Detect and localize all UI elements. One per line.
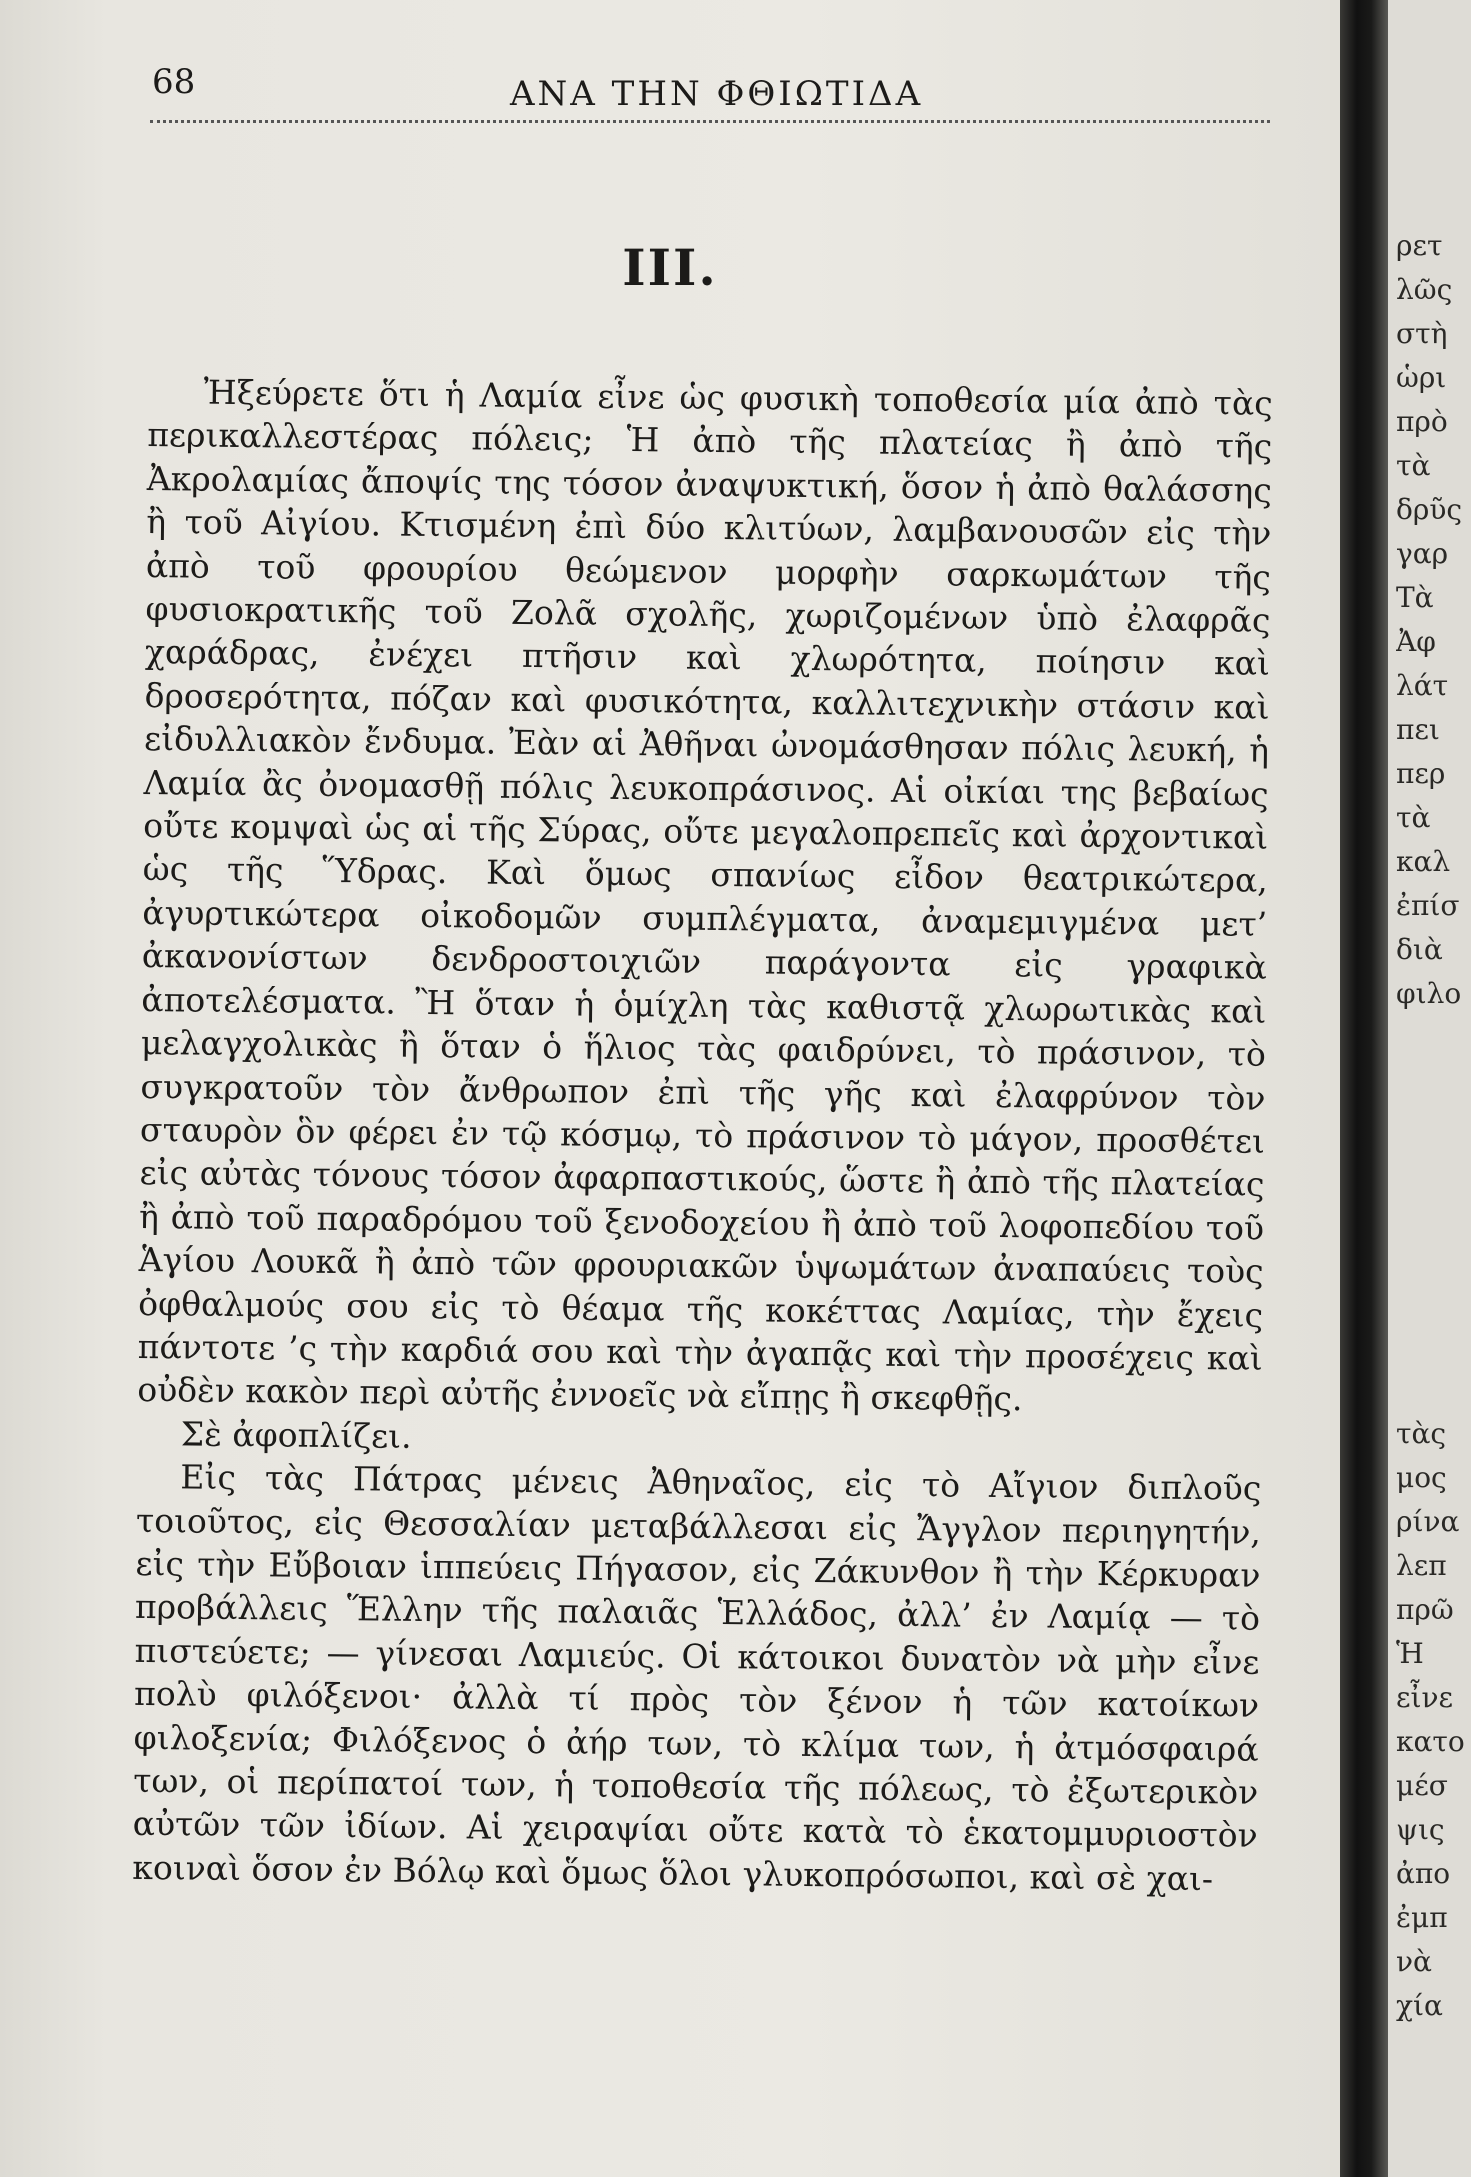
chapter-heading: III. — [622, 238, 718, 297]
page-header — [150, 62, 1270, 122]
facing-page-line — [1396, 1060, 1471, 1104]
facing-page-line: καλ — [1396, 845, 1451, 878]
facing-page-line: λεπ — [1396, 1549, 1447, 1582]
facing-page-line — [1396, 1324, 1471, 1368]
facing-page-line: Τὰ — [1396, 581, 1434, 614]
running-title: ΑΝΑ ΤΗΝ ΦΘΙΩΤΙΔΑ — [510, 74, 924, 114]
facing-page-edge — [1388, 0, 1471, 2177]
paragraph: Εἰς τὰς Πάτρας μένεις Ἀθηναῖος, εἰς τὸ Αἴγιον διπλοῦς τοιοῦτος, εἰς Θεσσαλίαν μεταβάλλεσαι εἰς Ἄγγλον περιηγητήν, εἰς τὴν Εὔβοιαν ἱππεύεις Πήγασον, εἰς Ζάκυνθον ἢ τὴν Κέρκυραν προβάλλεις Ἕλλην τῆς παλαιᾶς Ἑλλάδος, ἀλλ’ ἐν Λαμίᾳ — τὸ πιστεύετε; — γίνεσαι Λαμιεύς. Οἱ κάτοικοι δυνατὸν νὰ μὴν εἶνε πολὺ φιλόξενοι· ἀλλὰ τί πρὸς τὸν ξένον ἡ τῶν κατοίκων φιλοξενία; Φιλόξενος ὁ ἀήρ των, τὸ κλίμα των, ἡ ἀτμόσφαιρά των, οἱ περίπατοί των, ἡ τοποθεσία τῆς πόλεως, τὸ ἐξωτερικὸν αὐτῶν τῶν ἰδίων. Αἱ χειραψίαι οὔτε κατὰ τὸ ἑκατομμυριοστὸν κοιναὶ ὅσον ἐν Βόλῳ καὶ ὅμως ὅλοι γλυκοπρόσωποι, καὶ σὲ χαι- — [132, 1457, 1262, 1899]
facing-page-line: ὡρι — [1396, 361, 1447, 394]
body-text — [132, 370, 1273, 1901]
facing-page-line: στὴ — [1396, 317, 1448, 350]
facing-page-line: Ἀφ — [1396, 625, 1436, 658]
facing-page-line: μος — [1396, 1461, 1447, 1494]
facing-page-line: διὰ — [1396, 933, 1443, 966]
facing-page-line: τὰς — [1396, 1417, 1447, 1450]
facing-page-line: πρῶ — [1396, 1593, 1454, 1626]
facing-page-line: περ — [1396, 757, 1446, 790]
facing-page-line — [1396, 1016, 1471, 1060]
paragraph: Ἠξεύρετε ὅτι ἡ Λαμία εἶνε ὡς φυσικὴ τοποθεσία μία ἀπὸ τὰς περικαλλεστέρας πόλεις; Ἡ ἀπὸ τῆς πλατείας ἢ ἀπὸ τῆς Ἀκρολαμίας ἄποψίς της τόσον ἀναψυκτική, ὅσον ἡ ἀπὸ θαλάσσης ἢ τοῦ Αἰγίου. Κτισμένη ἐπὶ δύο κλιτύων, λαμβανουσῶν εἰς τὴν ἀπὸ τοῦ φρουρίου θεώμενον μορφὴν σαρκωμάτων τῆς φυσιοκρατικῆς τοῦ Ζολᾶ σχολῆς, χωριζομένων ὑπὸ ἐλαφρᾶς χαράδρας, ἐνέχει πτῆσιν καὶ χλωρότητα, ποίησιν καὶ δροσερότητα, πόζαν καὶ φυσικότητα, καλλιτεχνικὴν στάσιν καὶ εἰδυλλιακὸν ἔνδυμα. Ἐὰν αἱ Ἀθῆναι ὠνομάσθησαν πόλις λευκή, ἡ Λαμία ἂς ὀνομασθῇ πόλις λευκοπράσινος. Αἱ οἰκίαι της βεβαίως οὔτε κομψαὶ ὡς αἱ τῆς Σύρας, οὔτε μεγαλοπρεπεῖς καὶ ἀρχοντικαὶ ὡς τῆς Ὕδρας. Καὶ ὅμως σπανίως εἶδον θεατρικώτερα, ἀγυρτικώτερα οἰκοδομῶν συμπλέγματα, ἀναμεμιγμένα μετ’ ἀκανονίστων δενδροστοιχιῶν παράγοντα εἰς γραφικὰ ἀποτελέσματα. Ἢ ὅταν ἡ ὁμίχλη τὰς καθιστᾷ χλωρωτικὰς καὶ μελαγχολικὰς ἢ ὅταν ὁ ἥλιος τὰς φαιδρύνει, τὸ πράσινον, τὸ συγκρατοῦν τὸν ἄνθρωπον ἐπὶ τῆς γῆς καὶ ἐλαφρύνον τὸν σταυρὸν ὃν φέρει ἐν τῷ κόσμῳ, τὸ πράσινον τὸ μάγον, προσθέτει εἰς αὐτὰς τόνους τόσον ἀφαρπαστικούς, ὥστε ἢ ἀπὸ τῆς πλατείας ἢ ἀπὸ τοῦ παραδρόμου τοῦ ξενοδοχείου ἢ ἀπὸ τοῦ λοφοπεδίου τοῦ Ἁγίου Λουκᾶ ἢ ἀπὸ τῶν φρουριακῶν ὑψωμάτων ἀναπαύεις τοὺς ὀφθαλμούς σου εἰς τὸ θέαμα τῆς κοκέττας Λαμίας, τὴν ἔχεις πάντοτε ’ς τὴν καρδιά σου καὶ τὴν ἀγαπᾷς καὶ τὴν προσέχεις καὶ οὐδὲν κακὸν περὶ αὐτῆς ἐννοεῖς νὰ εἴπῃς ἢ σκεφθῇς. — [137, 372, 1273, 1419]
facing-page-line: γαρ — [1396, 537, 1449, 570]
facing-page-line — [1396, 1104, 1471, 1148]
facing-page-line: φιλο — [1396, 977, 1462, 1010]
facing-page-line: νὰ — [1396, 1945, 1432, 1978]
paragraph: Σὲ ἀφοπλίζει. — [180, 1414, 412, 1456]
facing-page-line: τὰ — [1396, 449, 1431, 482]
facing-page-line — [1396, 1192, 1471, 1236]
facing-page-line: ἐπίσ — [1396, 889, 1460, 922]
facing-page-line: χία — [1396, 1989, 1443, 2022]
facing-page-line: Ἡ — [1396, 1637, 1424, 1670]
facing-page-text — [1396, 224, 1471, 2028]
facing-page-line: ρετ — [1396, 229, 1443, 262]
facing-page-line — [1396, 1368, 1471, 1412]
facing-page-line: ἐμπ — [1396, 1901, 1448, 1934]
facing-page-line: κατο — [1396, 1725, 1465, 1758]
facing-page-line: ρίνα — [1396, 1505, 1460, 1538]
facing-page-line: ἀπο — [1396, 1857, 1451, 1890]
facing-page-line — [1396, 1236, 1471, 1280]
facing-page-line: λῶς — [1396, 273, 1453, 306]
facing-page-line: πει — [1396, 713, 1440, 746]
facing-page-line: δρῦς — [1396, 493, 1463, 526]
book-gutter — [1340, 0, 1388, 2177]
facing-page-line: λάτ — [1396, 669, 1449, 702]
facing-page-line: ψις — [1396, 1813, 1445, 1846]
page-number: 68 — [152, 62, 196, 102]
header-divider — [150, 120, 1270, 123]
facing-page-line — [1396, 1280, 1471, 1324]
facing-page-line: μέσ — [1396, 1769, 1448, 1802]
facing-page-line: εἶνε — [1396, 1681, 1454, 1714]
facing-page-line: πρὸ — [1396, 405, 1448, 438]
facing-page-line: τὰ — [1396, 801, 1431, 834]
facing-page-line — [1396, 1148, 1471, 1192]
